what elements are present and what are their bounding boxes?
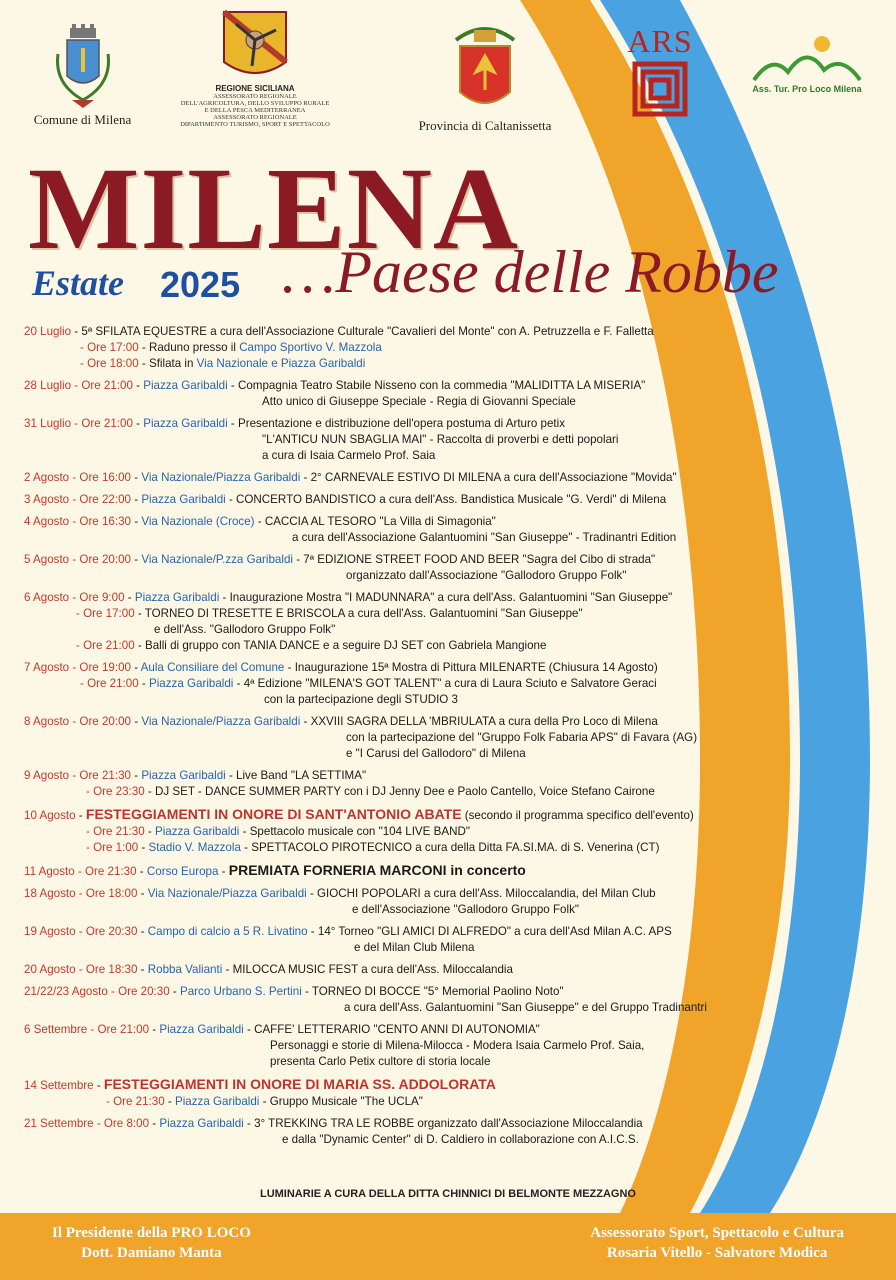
event-location: Piazza Garibaldi <box>159 1023 244 1036</box>
regione-line: ASSESSORATO REGIONALE <box>213 93 297 100</box>
event-text: - MILOCCA MUSIC FEST a cura dell'Ass. Miloccalandia <box>222 963 513 976</box>
event-block <box>24 924 844 956</box>
event-date: 6 Settembre - Ore 21:00 <box>24 1023 150 1036</box>
event-date: 5 Agosto - Ore 20:00 <box>24 553 131 566</box>
event-text: - 14° Torneo "GLI AMICI DI ALFREDO" a cura dell'Asd Milan A.C. APS <box>307 925 672 938</box>
event-text: - <box>137 925 148 938</box>
event-line <box>24 730 844 746</box>
event-location: Parco Urbano S. Pertini <box>179 985 302 998</box>
event-line <box>24 1000 844 1016</box>
event-text: - CAFFE' LETTERARIO "CENTO ANNI DI AUTONOMIA" <box>243 1023 540 1036</box>
event-block <box>24 984 844 1016</box>
event-date: 7 Agosto - Ore 19:00 <box>24 661 131 674</box>
event-line <box>24 470 844 486</box>
event-location: Piazza Garibaldi <box>174 1095 260 1108</box>
event-text: - <box>131 553 142 566</box>
event-text: - SPETTACOLO PIROTECNICO a cura della Ditta FA.SI.MA. di S. Venerina (CT) <box>240 841 660 854</box>
event-text: - <box>138 841 149 854</box>
regione-title: REGIONE SICILIANA <box>215 84 295 93</box>
regione-line: ASSESSORATO REGIONALE <box>213 114 297 121</box>
event-line <box>24 824 844 840</box>
luminarie-note: LUMINARIE A CURA DELLA DITTA CHINNICI DI BELMONTE MEZZAGNO <box>259 1188 636 1200</box>
event-block <box>24 768 844 800</box>
event-location: Via Nazionale/P.zza Garibaldi <box>141 553 293 566</box>
event-line <box>24 1116 844 1132</box>
event-line <box>24 984 844 1000</box>
event-date: - Ore 17:00 <box>76 607 135 620</box>
event-text: e "I Carusi del Gallodoro" di Milena <box>346 747 526 760</box>
event-date: 9 Agosto - Ore 21:30 <box>24 769 131 782</box>
event-date: - Ore 17:00 <box>80 341 139 354</box>
event-location: Piazza Garibaldi <box>154 825 240 838</box>
event-text: organizzato dall'Associazione "Gallodoro Gruppo Folk" <box>346 569 627 582</box>
event-line <box>24 514 844 530</box>
footer-left-title: Il Presidente della PRO LOCO <box>52 1225 251 1241</box>
event-date: - Ore 21:00 <box>76 639 135 652</box>
event-location: Piazza Garibaldi <box>143 417 228 430</box>
event-block <box>24 714 844 762</box>
event-line <box>24 962 844 978</box>
event-text: - <box>132 417 144 430</box>
event-line <box>24 768 844 784</box>
event-date: 28 Luglio - Ore 21:00 <box>24 379 133 392</box>
event-block <box>24 962 844 978</box>
event-text: - Inaugurazione 15ª Mostra di Pittura MILENARTE (Chiusura 14 Agosto) <box>284 661 658 674</box>
event-text: - 2° CARNEVALE ESTIVO DI MILENA a cura dell'Associazione "Movida" <box>300 471 677 484</box>
event-location: Via Nazionale/Piazza Garibaldi <box>147 887 307 900</box>
regione-line: DIPARTIMENTO TURISMO, SPORT E SPETTACOLO <box>180 121 330 128</box>
event-block <box>24 660 844 708</box>
event-location: Corso Europa <box>146 865 219 878</box>
event-line <box>24 606 844 622</box>
event-block <box>24 324 844 372</box>
event-date: 21 Settembre - Ore 8:00 <box>24 1117 150 1130</box>
event-text: "L'ANTICU NUN SBAGLIA MAI" - Raccolta di proverbi e detti popolari <box>262 433 619 446</box>
footer-right <box>590 1223 844 1263</box>
event-date: 20 Luglio <box>24 325 72 338</box>
event-text: - <box>218 865 229 878</box>
event-location: Via Nazionale (Croce) <box>141 515 255 528</box>
event-date: 10 Agosto <box>24 809 76 822</box>
event-line <box>24 448 844 464</box>
event-date: - Ore 21:00 <box>80 677 139 690</box>
provincia-label: Provincia di Caltanissetta <box>418 118 552 133</box>
event-line <box>24 1038 844 1054</box>
event-line <box>24 432 844 448</box>
event-text: con la partecipazione degli STUDIO 3 <box>264 693 458 706</box>
event-block <box>24 416 844 464</box>
event-text: - <box>131 515 142 528</box>
event-date: - Ore 18:00 <box>80 357 139 370</box>
event-text: - GIOCHI POPOLARI a cura dell'Ass. Miloccalandia, del Milan Club <box>306 887 656 900</box>
event-location: Aula Consiliare del Comune <box>140 661 285 674</box>
event-line <box>24 638 844 654</box>
comune-label: Comune di Milena <box>33 112 132 127</box>
coat-of-arms-icon <box>50 24 116 112</box>
event-line <box>24 394 844 410</box>
event-location: Piazza Garibaldi <box>159 1117 244 1130</box>
event-block <box>24 886 844 918</box>
event-location: Stadio V. Mazzola <box>148 841 241 854</box>
event-text: - 3° TREKKING TRA LE ROBBE organizzato dall'Associazione Miloccalandia <box>243 1117 643 1130</box>
event-location: Campo Sportivo V. Mazzola <box>239 341 382 354</box>
event-line <box>24 552 844 568</box>
event-text: FESTEGGIAMENTI IN ONORE DI MARIA SS. ADDOLORATA <box>103 1076 496 1092</box>
event-text: (secondo il programma specifico dell'evento) <box>461 809 694 822</box>
event-date: - Ore 1:00 <box>86 841 139 854</box>
event-text: - <box>131 493 142 506</box>
event-text: - <box>75 809 86 822</box>
event-text: a cura di Isaia Carmelo Prof. Saia <box>262 449 436 462</box>
event-date: 18 Agosto - Ore 18:00 <box>24 887 138 900</box>
event-text: a cura dell'Ass. Galantuomini "San Giuseppe" e del Gruppo Tradinantri <box>344 1001 707 1014</box>
event-line <box>24 746 844 762</box>
event-text: - <box>137 887 148 900</box>
event-text: presenta Carlo Petix cultore di storia locale <box>270 1055 491 1068</box>
event-text: e del Milan Club Milena <box>354 941 475 954</box>
event-line <box>24 1022 844 1038</box>
proloco-logo <box>748 32 866 94</box>
event-text: PREMIATA FORNERIA MARCONI in concerto <box>228 862 526 878</box>
eagle-crest-icon <box>450 20 520 118</box>
event-block <box>24 1116 844 1148</box>
event-text: e dalla "Dynamic Center" di D. Caldiero in collaborazione con A.I.C.S. <box>282 1133 639 1146</box>
event-date: - Ore 21:30 <box>106 1095 165 1108</box>
event-text: - Inaugurazione Mostra "I MADUNNARA" a cura dell'Ass. Galantuomini "San Giuseppe" <box>219 591 673 604</box>
event-text: - <box>149 1023 160 1036</box>
event-text: - <box>138 677 149 690</box>
event-line <box>24 784 844 800</box>
event-location: Via Nazionale/Piazza Garibaldi <box>141 471 301 484</box>
event-line <box>24 902 844 918</box>
event-line <box>24 1132 844 1148</box>
event-line <box>24 806 844 824</box>
event-text: - 5ª SFILATA EQUESTRE a cura dell'Associazione Culturale "Cavalieri del Monte" con A. Petruzzella e F. Falletta <box>71 325 654 338</box>
event-text: - TORNEO DI TRESETTE E BRISCOLA a cura dell'Ass. Galantuomini "San Giuseppe" <box>134 607 583 620</box>
event-text: - DJ SET - DANCE SUMMER PARTY con i DJ Jenny Dee e Paolo Cantello, Voice Stefano Cairone <box>144 785 655 798</box>
event-date: 20 Agosto - Ore 18:30 <box>24 963 138 976</box>
event-text: con la partecipazione del "Gruppo Folk Fabaria APS" di Favara (AG) <box>346 731 698 744</box>
event-text: - CACCIA AL TESORO "La Villa di Simagonia" <box>254 515 496 528</box>
event-text: - <box>136 865 147 878</box>
event-block <box>24 470 844 486</box>
year-label: 2025 <box>160 264 241 305</box>
event-date: 19 Agosto - Ore 20:30 <box>24 925 138 938</box>
event-text: - XXVIII SAGRA DELLA 'MBRIULATA a cura della Pro Loco di Milena <box>300 715 658 728</box>
footer-right-names: Rosaria Vitello - Salvatore Modica <box>606 1245 828 1261</box>
event-text: Personaggi e storie di Milena-Milocca - Modera Isaia Carmelo Prof. Saia, <box>270 1039 645 1052</box>
proloco-label: Ass. Tur. Pro Loco Milena <box>752 84 862 94</box>
footer-right-title: Assessorato Sport, Spettacolo e Cultura <box>590 1225 844 1241</box>
event-text: - Sfilata in <box>138 357 197 370</box>
event-date: 14 Settembre <box>24 1079 94 1092</box>
event-line <box>24 340 844 356</box>
event-location: Piazza Garibaldi <box>141 769 226 782</box>
ars-logo <box>616 24 704 120</box>
event-text: - Live Band "LA SETTIMA" <box>225 769 367 782</box>
event-text: - 7ª EDIZIONE STREET FOOD AND BEER "Sagra del Cibo di strada" <box>292 553 656 566</box>
event-text: - TORNEO DI BOCCE "5° Memorial Paolino Noto" <box>301 985 564 998</box>
events-list <box>24 324 844 1154</box>
event-block <box>24 862 844 880</box>
event-line <box>24 324 844 340</box>
event-text: - Gruppo Musicale "The UCLA" <box>259 1095 423 1108</box>
footer-left-name: Dott. Damiano Manta <box>81 1245 222 1261</box>
provincia-logo <box>395 20 575 134</box>
event-line <box>24 356 844 372</box>
event-date: 3 Agosto - Ore 22:00 <box>24 493 131 506</box>
trinacria-icon <box>222 10 288 84</box>
event-location: Via Nazionale/Piazza Garibaldi <box>141 715 301 728</box>
regione-line: E DELLA PESCA MEDITERRANEA <box>204 107 306 114</box>
event-text: - <box>164 1095 175 1108</box>
event-line <box>24 660 844 676</box>
comune-logo <box>20 24 145 128</box>
event-block <box>24 1076 844 1110</box>
event-location: Piazza Garibaldi <box>141 493 226 506</box>
event-text: - Raduno presso il <box>138 341 240 354</box>
event-location: Campo di calcio a 5 R. Livatino <box>147 925 308 938</box>
ars-label: ARS <box>627 23 693 59</box>
event-text: - <box>131 661 141 674</box>
event-text: - Presentazione e distribuzione dell'opera postuma di Arturo petix <box>227 417 566 430</box>
event-date: 2 Agosto - Ore 16:00 <box>24 471 131 484</box>
regione-logo <box>165 10 345 128</box>
event-text: - <box>137 963 148 976</box>
event-line <box>24 714 844 730</box>
event-line <box>24 568 844 584</box>
ars-emblem-icon <box>629 58 691 120</box>
event-text: Atto unico di Giuseppe Speciale - Regia di Giovanni Speciale <box>262 395 576 408</box>
event-date: 21/22/23 Agosto - Ore 20:30 <box>24 985 170 998</box>
event-text: a cura dell'Associazione Galantuomini "San Giuseppe" - Tradinantri Edition <box>292 531 677 544</box>
event-location: Piazza Garibaldi <box>134 591 220 604</box>
event-block <box>24 492 844 508</box>
event-line <box>24 590 844 606</box>
event-line <box>24 940 844 956</box>
event-text: e dell'Ass. "Gallodoro Gruppo Folk" <box>154 623 336 636</box>
event-text: - <box>149 1117 160 1130</box>
event-location: Piazza Garibaldi <box>148 677 234 690</box>
event-line <box>24 676 844 692</box>
footer-bar <box>0 1213 896 1280</box>
event-line <box>24 692 844 708</box>
event-date: 11 Agosto - Ore 21:30 <box>24 865 137 878</box>
event-block <box>24 514 844 546</box>
event-text: - <box>169 985 180 998</box>
estate-label: Estate <box>32 263 125 303</box>
event-block <box>24 552 844 584</box>
event-text: - CONCERTO BANDISTICO a cura dell'Ass. Bandistica Musicale "G. Verdi" di Milena <box>225 493 667 506</box>
event-line <box>24 1054 844 1070</box>
event-block <box>24 590 844 654</box>
event-text: - <box>131 471 142 484</box>
event-location: Robba Valianti <box>147 963 223 976</box>
event-date: 31 Luglio - Ore 21:00 <box>24 417 133 430</box>
event-block <box>24 806 844 856</box>
event-text: - <box>124 591 135 604</box>
event-date: - Ore 21:30 <box>86 825 145 838</box>
event-line <box>24 1094 844 1110</box>
event-text: - <box>131 715 142 728</box>
event-text: - Balli di gruppo con TANIA DANCE e a seguire DJ SET con Gabriela Mangione <box>134 639 547 652</box>
regione-line: DELL'AGRICOLTURA, DELLO SVILUPPO RURALE <box>180 100 330 107</box>
event-line <box>24 1076 844 1094</box>
event-line <box>24 924 844 940</box>
event-line <box>24 492 844 508</box>
event-line <box>24 886 844 902</box>
event-text: - <box>131 769 142 782</box>
regione-lines <box>165 93 345 128</box>
event-location: Via Nazionale e Piazza Garibaldi <box>196 357 366 370</box>
event-text: - 4ª Edizione "MILENA'S GOT TALENT" a cura di Laura Sciuto e Salvatore Geraci <box>233 677 657 690</box>
footer-left <box>52 1223 251 1263</box>
main-title: MILENA <box>28 143 520 274</box>
event-line <box>24 862 844 880</box>
event-location: Piazza Garibaldi <box>143 379 228 392</box>
event-text: - Compagnia Teatro Stabile Nisseno con la commedia "MALIDITTA LA MISERIA" <box>227 379 646 392</box>
event-block <box>24 1022 844 1070</box>
event-text: - <box>132 379 144 392</box>
event-date: 8 Agosto - Ore 20:00 <box>24 715 131 728</box>
event-block <box>24 378 844 410</box>
event-date: 6 Agosto - Ore 9:00 <box>24 591 125 604</box>
event-text: FESTEGGIAMENTI IN ONORE DI SANT'ANTONIO ABATE <box>85 806 462 822</box>
event-text: - <box>144 825 155 838</box>
event-text: e dell'Associazione "Gallodoro Gruppo Folk" <box>352 903 579 916</box>
hills-sun-icon <box>752 32 862 84</box>
event-line <box>24 530 844 546</box>
event-text: - Spettacolo musicale con "104 LIVE BAND" <box>239 825 470 838</box>
event-line <box>24 416 844 432</box>
event-line <box>24 622 844 638</box>
event-line <box>24 378 844 394</box>
tagline: …Paese delle Robbe <box>282 239 779 305</box>
event-text: - <box>93 1079 104 1092</box>
event-date: 4 Agosto - Ore 16:30 <box>24 515 131 528</box>
event-line <box>24 840 844 856</box>
event-date: - Ore 23:30 <box>86 785 145 798</box>
